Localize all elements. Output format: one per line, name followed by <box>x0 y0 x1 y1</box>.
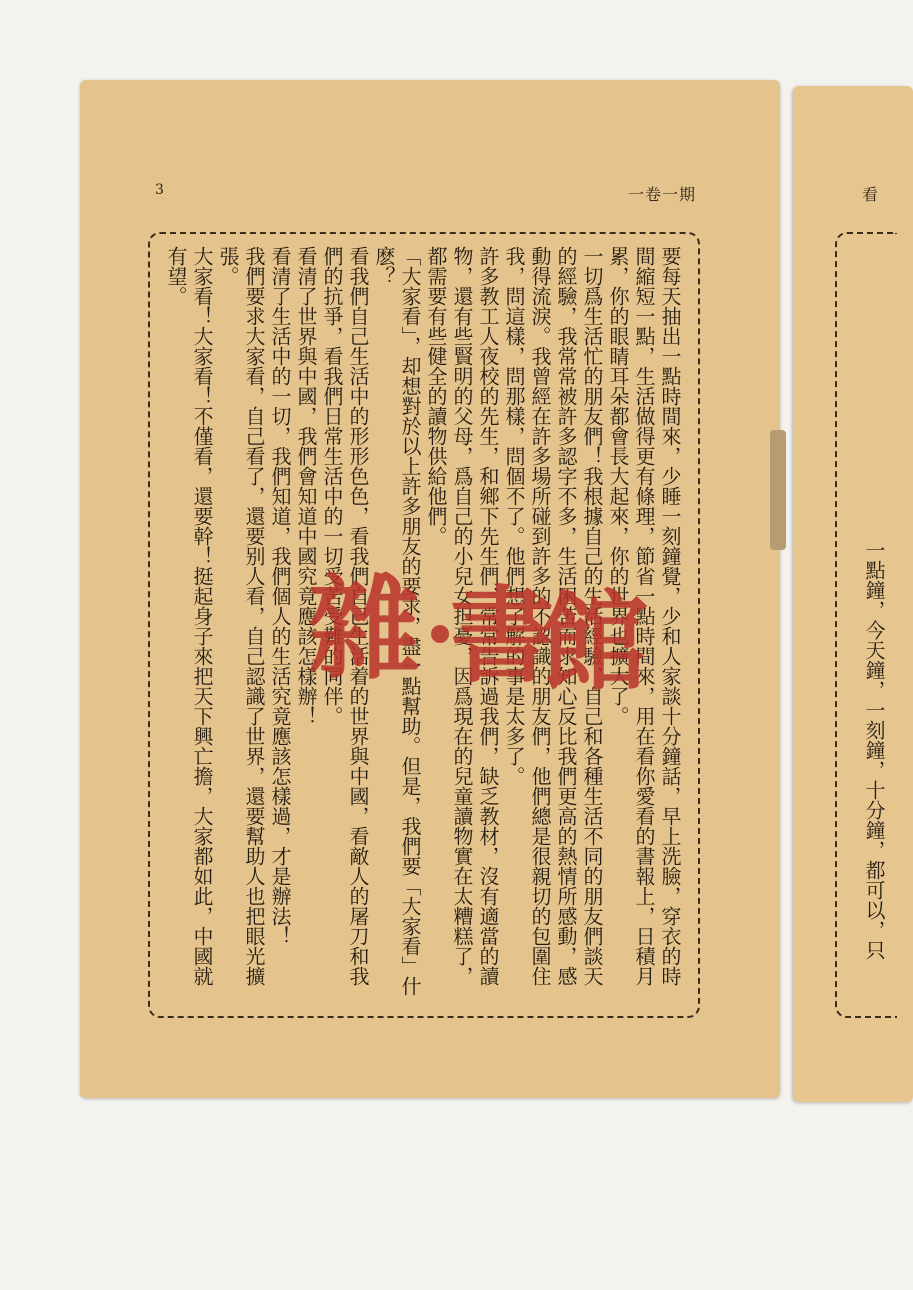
library-seal-watermark <box>308 560 649 706</box>
paragraph-5: 看我們自己生活中的形形色色，看我們自己生活着的世界與中國，看敵人的屠刀和我們的抗爭，看我們日常生活中的一切受苦受難的同伴。 <box>320 246 370 986</box>
facing-page-text: 一點鐘，今天鐘，一刻鐘，十分鐘，都可以，只 <box>862 540 886 960</box>
page-number: 3 <box>155 182 164 198</box>
facing-page-header: 看 <box>862 185 879 204</box>
paragraph-7: 看清了生活中的一切，我們知道，我們個人的生活究竟應該怎樣過，才是辦法！ <box>268 246 292 946</box>
issue-header: 一卷一期 <box>628 185 697 204</box>
binding-strip <box>770 430 786 550</box>
paragraph-9: 大家看！大家看！不僅看，還要幹！挺起身子來把天下興亡擔，大家都如此，中國就有望。 <box>164 246 214 986</box>
svg-text:雜: 雜 <box>308 564 420 695</box>
paragraph-6: 看清了世界與中國，我們會知道中國究竟應該怎樣辦！ <box>294 246 318 726</box>
paragraph-8: 我們要求大家看，自己看了，還要别人看，自己認識了世界，還要幫助人也把眼光擴張。 <box>216 246 266 986</box>
paragraph-3: 許多教工人夜校的先生，和鄉下先生們，常常告訴過我們，缺乏教材，沒有適當的讀物，還有些賢明的父母，爲自己的小兒女担憂，因爲現在的兒童讀物實在太糟糕了，都需要有些健全的讀物供給他們。 <box>424 246 500 986</box>
paragraph-4: 「大家看」，却想對於以上許多朋友的要求，盡一點幫助。但是，我們要「大家看」什麽？ <box>372 246 422 996</box>
svg-text:書: 書 <box>450 574 555 697</box>
svg-text:館: 館 <box>540 580 649 706</box>
paragraph-2: 一切爲生活忙的朋友們！我根據自己的生活經驗，自己和各種生活不同的朋友們談天的經驗，我常常被許多認字不多，生活困苦而求知心反比我們更高的熱情所感動，感動得流淚。我曾經在許多場所碰到許多的不認識的朋友們，他們總是很親切的包圍住我，問這樣，問那樣，問個不了。他們想了解的事是太多了。 <box>502 246 604 986</box>
paragraph-1: 要每天抽出一點時間來，少睡一刻鐘覺，少和人家談十分鐘話，早上洗臉，穿衣的時間縮短一點，生活做得更有條理，節省一點時間來，用在看你愛看的書報上，日積月累，你的眼睛耳朵都會長大起來，你的世界也擴大了。 <box>606 246 682 986</box>
